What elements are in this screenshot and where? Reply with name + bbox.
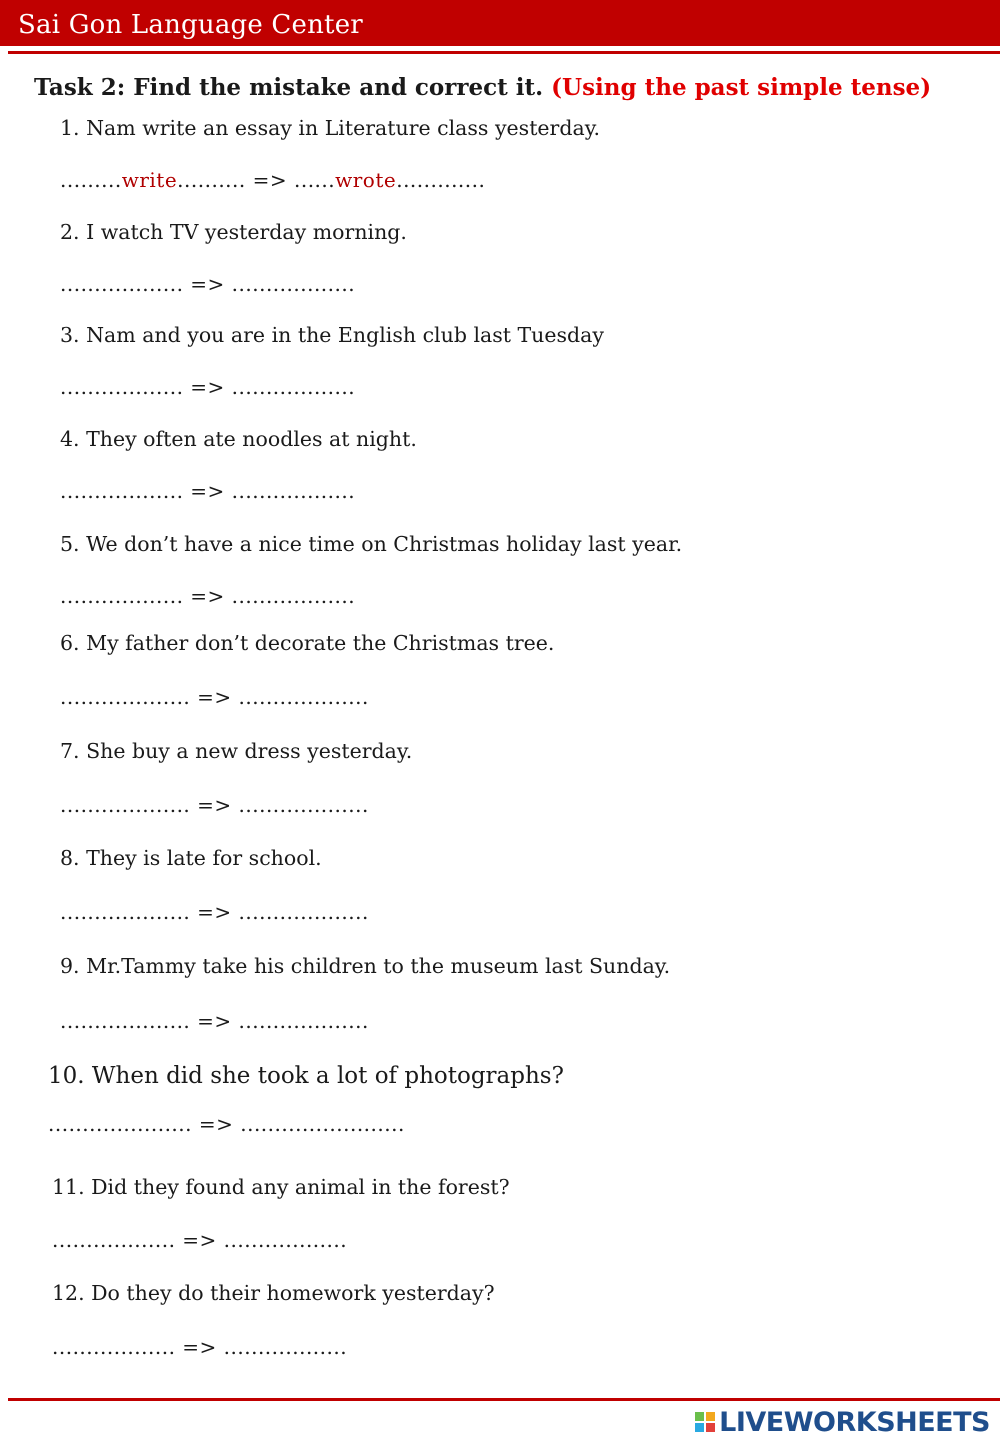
- answer-line-6[interactable]: ................... => ...................: [60, 685, 369, 709]
- logo-square-icon: [706, 1423, 715, 1432]
- answer-line-2[interactable]: .................. => ..................: [60, 272, 356, 296]
- header-divider: [8, 51, 1000, 54]
- answer-line-10[interactable]: ..................... => ........................: [48, 1112, 405, 1136]
- question-3: 3. Nam and you are in the English club last Tuesday: [60, 323, 604, 347]
- header-title: Sai Gon Language Center: [18, 10, 363, 40]
- question-11: 11. Did they found any animal in the forest?: [52, 1175, 510, 1199]
- answer-dots: .......... => ......: [177, 168, 336, 192]
- liveworksheets-logo[interactable]: [695, 1406, 990, 1438]
- answer-line-4[interactable]: .................. => ..................: [60, 479, 356, 503]
- answer-dots: .............: [396, 168, 486, 192]
- answer-mistake: write: [121, 168, 178, 192]
- question-7: 7. She buy a new dress yesterday.: [60, 739, 413, 763]
- brand-name: LIVEWORKSHEETS: [719, 1406, 990, 1438]
- footer-divider: [8, 1398, 1000, 1401]
- answer-dots: .........: [60, 168, 122, 192]
- task-title: Task 2: Find the mistake and correct it.: [34, 74, 544, 101]
- answer-line-7[interactable]: ................... => ...................: [60, 793, 369, 817]
- logo-square-icon: [695, 1423, 704, 1432]
- question-12: 12. Do they do their homework yesterday?: [52, 1281, 495, 1305]
- question-2: 2. I watch TV yesterday morning.: [60, 220, 407, 244]
- question-5: 5. We don’t have a nice time on Christmas holiday last year.: [60, 532, 683, 556]
- task-note: (Using the past simple tense): [551, 74, 932, 101]
- logo-square-icon: [695, 1412, 704, 1421]
- question-9: 9. Mr.Tammy take his children to the museum last Sunday.: [60, 954, 671, 978]
- question-8: 8. They is late for school.: [60, 846, 322, 870]
- answer-line-8[interactable]: ................... => ...................: [60, 900, 369, 924]
- question-10: 10. When did she took a lot of photographs?: [48, 1063, 564, 1089]
- question-4: 4. They often ate noodles at night.: [60, 427, 417, 451]
- task-heading: [34, 74, 931, 101]
- answer-line-12[interactable]: .................. => ..................: [52, 1335, 348, 1359]
- answer-correction: wrote: [335, 168, 397, 192]
- answer-line-3[interactable]: .................. => ..................: [60, 375, 356, 399]
- answer-line-5[interactable]: .................. => ..................: [60, 584, 356, 608]
- answer-line-11[interactable]: .................. => ..................: [52, 1228, 348, 1252]
- question-1: 1. Nam write an essay in Literature class yesterday.: [60, 116, 601, 140]
- answer-line-9[interactable]: ................... => ...................: [60, 1009, 369, 1033]
- header-bar: [0, 0, 1000, 46]
- logo-square-icon: [706, 1412, 715, 1421]
- answer-line-1: [60, 168, 485, 192]
- question-6: 6. My father don’t decorate the Christmas tree.: [60, 631, 555, 655]
- liveworksheets-grid-icon: [695, 1412, 715, 1432]
